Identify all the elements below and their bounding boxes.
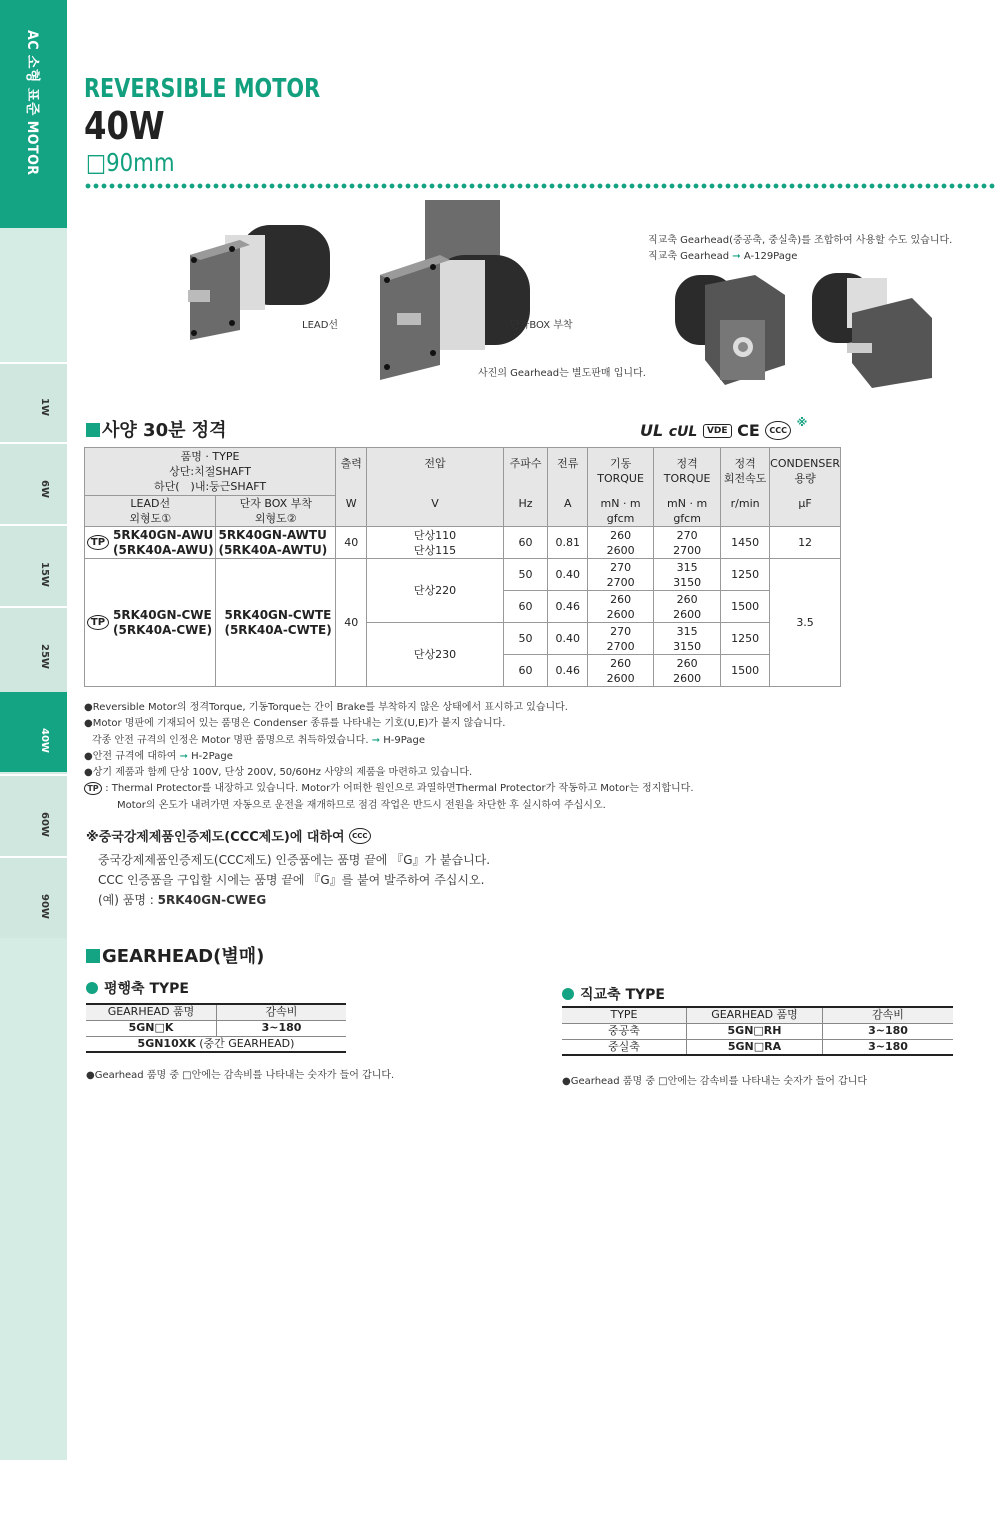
sidebar-tab-label: 40W xyxy=(39,728,50,753)
rated-torque-value xyxy=(654,559,721,591)
sold-separately-note: 사진의 Gearhead는 별도판매 입니다. xyxy=(478,368,646,379)
sidebar-tab-90w[interactable] xyxy=(0,856,67,938)
cul-mark-icon: cUL xyxy=(668,424,698,440)
box-photo-label: 단자BOX 부착 xyxy=(510,320,573,331)
type-header-line1: 품명 · TYPE xyxy=(180,450,240,463)
arrow-icon: ➞ xyxy=(179,750,188,762)
type-header-line2: 상단:치절SHAFT xyxy=(169,465,251,478)
ccc-mark-icon: CCC xyxy=(765,421,791,440)
voltage-value-1: 단상110 xyxy=(413,528,457,542)
model-lead: 5RK40GN-AWU xyxy=(113,527,214,542)
right-angle-table xyxy=(562,1006,953,1056)
condenser-value: 3.5 xyxy=(770,559,841,687)
rated-torque-mnm: 260 xyxy=(676,656,698,670)
rated-torque-mnm: 260 xyxy=(676,592,698,606)
voltage-value-2: 단상115 xyxy=(413,543,457,557)
lead-header-label: LEAD선 xyxy=(130,497,171,510)
ccc-line-3-model: 5RK40GN-CWEG xyxy=(157,893,267,907)
rated-speed-header xyxy=(721,448,770,527)
note-3 xyxy=(84,733,804,749)
product-power: 40W xyxy=(84,104,165,148)
right-angle-row-name: 5GN□RH xyxy=(687,1023,823,1039)
ul-mark-icon: UL xyxy=(640,421,664,440)
product-title: REVERSIBLE MOTOR xyxy=(84,74,321,104)
type-header xyxy=(85,448,336,496)
parallel-col-ratio: 감속비 xyxy=(217,1004,347,1020)
sidebar xyxy=(0,0,67,1460)
start-torque-unit-1: mN · m xyxy=(600,497,641,510)
model-cell xyxy=(85,559,216,687)
frequency-value: 50 xyxy=(503,559,548,591)
output-header xyxy=(336,448,367,527)
output-value: 40 xyxy=(336,559,367,687)
frequency-value: 50 xyxy=(503,623,548,655)
start-torque-mnm: 260 xyxy=(610,528,632,542)
current-unit: A xyxy=(563,497,572,510)
right-angle-row-ratio: 3~180 xyxy=(823,1039,954,1055)
current-value: 0.40 xyxy=(548,559,588,591)
note-2: ●Motor 명판에 기재되어 있는 품명은 Condenser 종류를 나타내는 기호(U,E)가 붙지 않습니다. xyxy=(84,718,506,730)
rated-torque-label-2: TORQUE xyxy=(663,472,711,485)
rated-speed-label-2: 회전속도 xyxy=(723,472,767,485)
start-torque-gfcm: 2600 xyxy=(606,607,635,621)
right-angle-row-type: 중실축 xyxy=(562,1039,687,1055)
parallel-note: ●Gearhead 품명 중 □안에는 감속비를 나타내는 숫자가 들어 갑니다. xyxy=(86,1070,395,1081)
frequency-value: 60 xyxy=(503,527,548,559)
rated-torque-label-1: 정격 xyxy=(676,457,698,470)
parallel-row2-note: (중간 GEARHEAD) xyxy=(195,1036,295,1050)
table-row xyxy=(85,527,841,559)
model-box-round: (5RK40A-AWTU) xyxy=(218,542,328,557)
note-1: ●Reversible Motor의 정격Torque, 기동Torque는 간이 Brake를 부착하지 않은 상태에서 표시하고 있습니다. xyxy=(84,702,568,713)
speed-value: 1500 xyxy=(721,591,770,623)
start-torque-label-2: TORQUE xyxy=(597,472,644,485)
sidebar-category xyxy=(0,0,67,228)
rated-torque-unit-1: mN · m xyxy=(667,497,708,510)
condenser-header xyxy=(770,448,841,527)
output-value: 40 xyxy=(336,527,367,559)
current-value: 0.46 xyxy=(548,655,588,687)
table-row xyxy=(86,1036,346,1052)
current-value: 0.40 xyxy=(548,623,588,655)
lead-photo-label: LEAD선 xyxy=(302,320,339,331)
start-torque-value xyxy=(588,559,654,591)
sidebar-tab-label: 60W xyxy=(39,812,50,837)
ccc-line-3-prefix: (예) 품명 : xyxy=(98,893,158,907)
note-3-ref[interactable]: H-9Page xyxy=(383,734,425,746)
start-torque-mnm: 270 xyxy=(610,560,632,574)
voltage-value xyxy=(367,527,503,559)
right-angle-hollow-photo xyxy=(675,265,795,390)
sidebar-tab-label: 90W xyxy=(39,894,50,919)
model-lead-round: (5RK40A-AWU) xyxy=(113,542,214,557)
voltage-value: 단상230 xyxy=(367,623,503,687)
speed-value: 1250 xyxy=(721,559,770,591)
note-3-text: 각종 안전 규격의 인정은 Motor 명판 품명으로 취득하였습니다. xyxy=(92,734,369,746)
right-angle-title xyxy=(562,984,665,1004)
thermal-protector-icon: TP xyxy=(84,782,102,795)
sidebar-tab-label: 6W xyxy=(39,480,50,498)
voltage-header-label: 전압 xyxy=(424,457,446,470)
ccc-title-text: ※중국강제제품인증제도(CCC제도)에 대하여 xyxy=(86,830,345,845)
gearhead-title-text: GEARHEAD(별매) xyxy=(102,946,265,967)
ce-mark-icon: CE xyxy=(737,421,760,440)
arrow-icon: ➞ xyxy=(732,251,741,262)
start-torque-gfcm: 2700 xyxy=(606,575,635,589)
spec-title xyxy=(86,416,227,442)
right-angle-row-ratio: 3~180 xyxy=(823,1023,954,1039)
parallel-title-text: 평행축 TYPE xyxy=(104,981,189,997)
model-cell xyxy=(216,527,336,559)
model-cell xyxy=(85,527,216,559)
product-size: □90mm xyxy=(86,148,175,177)
table-row xyxy=(562,1023,953,1039)
cert-marks xyxy=(640,416,807,442)
table-row xyxy=(562,1039,953,1055)
right-angle-note-bottom: ●Gearhead 품명 중 □안에는 감속비를 나타내는 숫자가 들어 갑니다 xyxy=(562,1076,868,1087)
rated-torque-mnm: 315 xyxy=(676,560,698,574)
vde-mark-icon: VDE xyxy=(703,424,732,438)
spec-notes xyxy=(84,700,804,814)
right-angle-solid-photo xyxy=(812,268,937,390)
start-torque-gfcm: 2600 xyxy=(606,543,635,557)
current-value: 0.81 xyxy=(548,527,588,559)
current-value: 0.46 xyxy=(548,591,588,623)
rated-torque-value xyxy=(654,623,721,655)
thermal-protector-icon: TP xyxy=(87,615,109,630)
right-angle-ref-page[interactable]: A-129Page xyxy=(743,251,798,262)
header-divider xyxy=(84,183,996,189)
lead-header xyxy=(85,496,216,527)
right-angle-title-text: 직교축 TYPE xyxy=(580,987,665,1003)
note-4-text: ●안전 규격에 대하여 xyxy=(84,750,177,762)
rated-torque-gfcm: 3150 xyxy=(673,639,702,653)
parallel-row-ratio: 3~180 xyxy=(217,1020,347,1036)
voltage-header xyxy=(367,448,503,527)
model-lead-round: (5RK40A-CWE) xyxy=(113,622,213,637)
parallel-title xyxy=(86,978,189,998)
condenser-value: 12 xyxy=(770,527,841,559)
rated-torque-gfcm: 3150 xyxy=(673,575,702,589)
start-torque-mnm: 270 xyxy=(610,624,632,638)
speed-value: 1250 xyxy=(721,623,770,655)
table-row xyxy=(85,559,841,591)
sidebar-tab-label: 25W xyxy=(39,644,50,669)
sidebar-category-label: AC 소형 표준 MOTOR xyxy=(24,30,40,176)
sidebar-tab-label: 1W xyxy=(39,398,50,416)
voltage-value: 단상220 xyxy=(367,559,503,623)
bullet-dot-icon xyxy=(86,982,98,994)
current-header-label: 전류 xyxy=(557,457,579,470)
model-box-round: (5RK40A-CWTE) xyxy=(224,622,332,637)
rated-torque-value xyxy=(654,527,721,559)
rated-torque-header xyxy=(654,448,721,527)
note-4 xyxy=(84,749,804,765)
start-torque-gfcm: 2700 xyxy=(606,639,635,653)
ccc-mark-icon: CCC xyxy=(349,828,370,844)
rated-torque-gfcm: 2600 xyxy=(673,607,702,621)
frequency-value: 60 xyxy=(503,591,548,623)
output-unit: W xyxy=(345,497,357,510)
rated-torque-mnm: 315 xyxy=(676,624,698,638)
cert-note-mark: ※ xyxy=(796,416,808,429)
sidebar-bottom xyxy=(0,1460,67,1519)
gearhead-title xyxy=(86,942,264,968)
rated-torque-gfcm: 2700 xyxy=(673,543,702,557)
output-header-label: 출력 xyxy=(340,457,362,470)
parallel-table xyxy=(86,1003,346,1053)
note-4-ref[interactable]: H-2Page xyxy=(191,750,233,762)
sidebar-tab-25w[interactable] xyxy=(0,606,67,692)
right-angle-ref-prefix: 직교축 Gearhead xyxy=(648,251,730,262)
lead-header-fig: 외형도① xyxy=(129,512,172,525)
box-header-fig: 외형도② xyxy=(254,512,297,525)
right-angle-col-type: TYPE xyxy=(562,1007,687,1023)
spec-title-text: 사양 30분 정격 xyxy=(102,420,227,441)
spec-table xyxy=(84,447,841,687)
condenser-label-2: 용량 xyxy=(794,472,816,485)
right-angle-row-name: 5GN□RA xyxy=(687,1039,823,1055)
start-torque-value xyxy=(588,623,654,655)
sidebar-tab-6w[interactable] xyxy=(0,442,67,524)
speed-value: 1450 xyxy=(721,527,770,559)
section-square-icon xyxy=(86,423,100,437)
rated-torque-gfcm: 2600 xyxy=(673,671,702,685)
start-torque-header xyxy=(588,448,654,527)
right-angle-col-name: GEARHEAD 품명 xyxy=(687,1007,823,1023)
motor-box-photo xyxy=(375,195,535,385)
start-torque-value xyxy=(588,527,654,559)
start-torque-mnm: 260 xyxy=(610,592,632,606)
note-7: Motor의 온도가 내려가면 자동으로 운전을 재개하므로 점검 작업은 반드시 전원을 차단한 후 실시하여 주십시오. xyxy=(117,799,606,811)
ccc-body xyxy=(98,850,490,910)
box-header xyxy=(216,496,336,527)
model-box: 5RK40GN-AWTU xyxy=(218,527,327,542)
frequency-value: 60 xyxy=(503,655,548,687)
condenser-unit: μF xyxy=(798,497,812,510)
box-header-label: 단자 BOX 부착 xyxy=(239,497,312,510)
parallel-col-name: GEARHEAD 품명 xyxy=(86,1004,217,1020)
ccc-line-3 xyxy=(98,890,490,910)
rated-torque-unit-2: gfcm xyxy=(673,512,701,525)
sidebar-tab-60w[interactable] xyxy=(0,774,67,856)
ccc-title xyxy=(86,826,371,845)
sidebar-tab-label: 15W xyxy=(39,562,50,587)
right-angle-row-type: 중공축 xyxy=(562,1023,687,1039)
condenser-label-1: CONDENSER xyxy=(770,457,840,470)
sidebar-tab-40w[interactable] xyxy=(0,692,67,772)
voltage-unit: V xyxy=(431,497,439,510)
frequency-header-label: 주파수 xyxy=(509,457,542,470)
model-lead: 5RK40GN-CWE xyxy=(113,607,212,622)
start-torque-value xyxy=(588,591,654,623)
start-torque-unit-2: gfcm xyxy=(606,512,635,525)
arrow-icon: ➞ xyxy=(371,734,381,746)
thermal-protector-icon: TP xyxy=(87,535,109,550)
right-angle-col-ratio: 감속비 xyxy=(823,1007,954,1023)
bullet-dot-icon xyxy=(562,988,574,1000)
rated-speed-unit: r/min xyxy=(730,497,760,510)
start-torque-label-1: 기동 xyxy=(609,457,632,470)
model-cell xyxy=(216,559,336,687)
current-header xyxy=(548,448,588,527)
model-box: 5RK40GN-CWTE xyxy=(224,607,332,622)
note-5: ●상기 제품과 함께 단상 100V, 단상 200V, 50/60Hz 사양의 제품을 마련하고 있습니다. xyxy=(84,767,473,779)
frequency-unit: Hz xyxy=(518,497,533,510)
ccc-line-1: 중국강제제품인증제도(CCC제도) 인증품에는 품명 끝에 『G』가 붙습니다. xyxy=(98,853,491,867)
sidebar-tab-15w[interactable] xyxy=(0,524,67,606)
sidebar-tab-1w[interactable] xyxy=(0,362,67,442)
rated-torque-value xyxy=(654,591,721,623)
speed-value: 1500 xyxy=(721,655,770,687)
rated-torque-mnm: 270 xyxy=(676,528,698,542)
parallel-row2-name: 5GN10XK xyxy=(137,1036,196,1050)
parallel-row-intermediate xyxy=(86,1036,346,1052)
right-angle-note: 직교축 Gearhead(중공축, 중실축)를 조합하여 사용할 수도 있습니다. xyxy=(648,235,953,246)
type-header-line3: 하단( )내:둥근SHAFT xyxy=(154,480,267,493)
note-6 xyxy=(84,781,804,797)
table-row xyxy=(86,1020,346,1036)
rated-torque-value xyxy=(654,655,721,687)
parallel-row-name: 5GN□K xyxy=(86,1020,217,1036)
rated-speed-label-1: 정격 xyxy=(734,457,756,470)
start-torque-mnm: 260 xyxy=(610,656,632,670)
frequency-header xyxy=(503,448,548,527)
note-6-text: : Thermal Protector를 내장하고 있습니다. Motor가 어떠한 원인으로 과열하면Thermal Protector가 작동하고 Motor는 정지합니다. xyxy=(105,783,694,795)
start-torque-value xyxy=(588,655,654,687)
start-torque-gfcm: 2600 xyxy=(606,671,635,685)
section-square-icon xyxy=(86,949,100,963)
ccc-line-2: CCC 인증품을 구입할 시에는 품명 끝에 『G』를 붙여 발주하여 주십시오. xyxy=(98,873,485,887)
right-angle-ref xyxy=(648,247,797,262)
